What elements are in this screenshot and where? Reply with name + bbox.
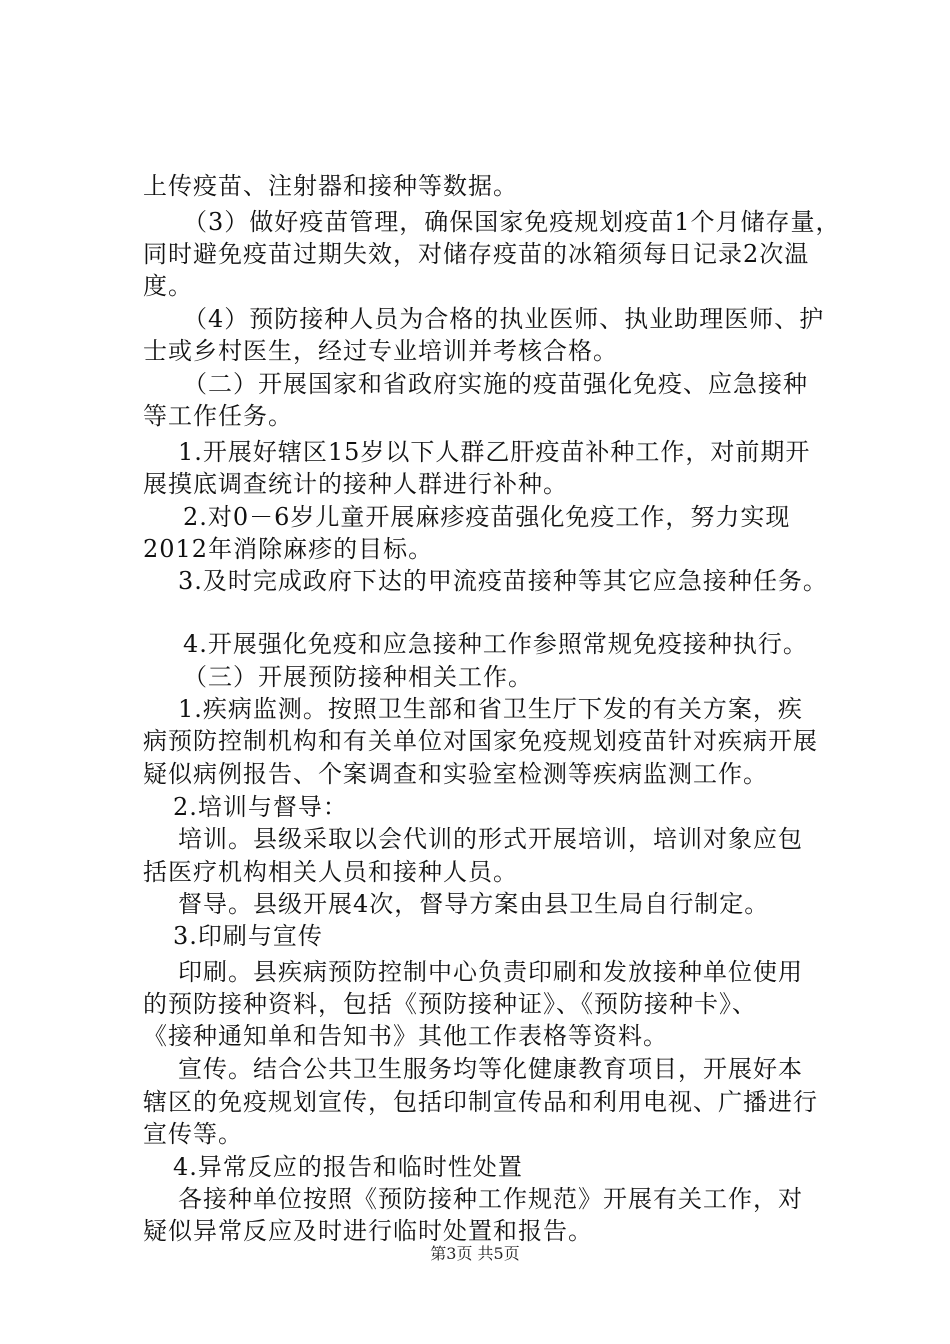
text-line: 士或乡村医生，经过专业培训并考核合格。 — [143, 337, 618, 365]
text-line: 度。 — [143, 272, 193, 300]
page-number: 第3页 共5页 — [430, 1244, 520, 1263]
text-line: 疑似异常反应及时进行临时处置和报告。 — [143, 1217, 593, 1245]
text-line: 4.开展强化免疫和应急接种工作参照常规免疫接种执行。 — [183, 630, 808, 658]
text-line: 疑似病例报告、个案调查和实验室检测等疾病监测工作。 — [143, 760, 768, 788]
text-line: 括医疗机构相关人员和接种人员。 — [143, 858, 518, 886]
text-line: 1.开展好辖区15岁以下人群乙肝疫苗补种工作，对前期开 — [178, 438, 811, 466]
text-line: （三）开展预防接种相关工作。 — [183, 663, 533, 691]
text-line: 同时避免疫苗过期失效，对储存疫苗的冰箱须每日记录2次温 — [143, 240, 810, 268]
text-line: 3.印刷与宣传 — [173, 922, 323, 950]
text-line: 等工作任务。 — [143, 402, 293, 430]
text-line: 2.培训与督导： — [173, 793, 348, 821]
text-line: 1.疾病监测。按照卫生部和省卫生厅下发的有关方案，疾 — [178, 695, 803, 723]
text-line: 辖区的免疫规划宣传，包括印制宣传品和利用电视、广播进行 — [143, 1088, 818, 1116]
text-line: 3.及时完成政府下达的甲流疫苗接种等其它应急接种任务。 — [178, 567, 828, 595]
text-line: （4）预防接种人员为合格的执业医师、执业助理医师、护 — [183, 305, 825, 333]
text-line: （二）开展国家和省政府实施的疫苗强化免疫、应急接种 — [183, 370, 808, 398]
text-line: 上传疫苗、注射器和接种等数据。 — [143, 172, 518, 200]
text-line: （3）做好疫苗管理，确保国家免疫规划疫苗1个月储存量， — [183, 208, 841, 236]
text-line: 宣传等。 — [143, 1120, 243, 1148]
text-line: 2012年消除麻疹的目标。 — [143, 535, 434, 563]
text-line: 2.对0－6岁儿童开展麻疹疫苗强化免疫工作，努力实现 — [183, 503, 791, 531]
text-line: 宣传。结合公共卫生服务均等化健康教育项目，开展好本 — [178, 1055, 803, 1083]
text-line: 培训。县级采取以会代训的形式开展培训，培训对象应包 — [178, 825, 803, 853]
text-line: 的预防接种资料，包括《预防接种证》、《预防接种卡》、 — [143, 990, 757, 1018]
text-line: 展摸底调查统计的接种人群进行补种。 — [143, 470, 568, 498]
text-line: 督导。县级开展4次，督导方案由县卫生局自行制定。 — [178, 890, 770, 918]
text-line: 各接种单位按照《预防接种工作规范》开展有关工作，对 — [178, 1185, 803, 1213]
text-line: 《接种通知单和告知书》其他工作表格等资料。 — [143, 1022, 668, 1050]
text-line: 4.异常反应的报告和临时性处置 — [173, 1153, 523, 1181]
text-line: 病预防控制机构和有关单位对国家免疫规划疫苗针对疾病开展 — [143, 727, 818, 755]
text-line: 印刷。县疾病预防控制中心负责印刷和发放接种单位使用 — [178, 958, 803, 986]
